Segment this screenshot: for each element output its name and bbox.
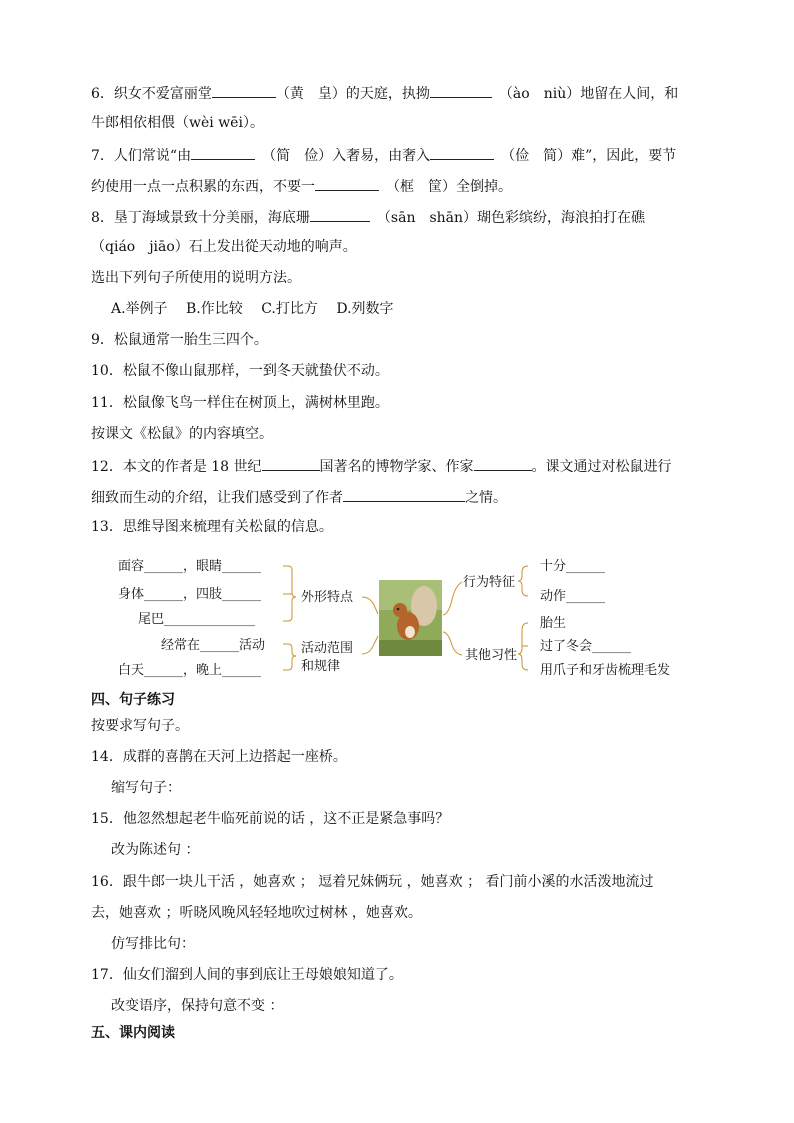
- q6-text-a: 6．织女不爱富丽堂: [91, 86, 212, 102]
- q13: 13．思维导图来梳理有关松鼠的信息。: [91, 519, 333, 535]
- mm-tail: 尾巴______________: [138, 612, 256, 627]
- q12-line1: [91, 455, 672, 477]
- mm-range-2: 和规律: [301, 659, 341, 674]
- mm-range-1: 活动范围: [301, 641, 354, 656]
- bracket-behavior: [518, 566, 528, 596]
- bracket-habits: [518, 623, 528, 670]
- connector-image-habits: [443, 632, 462, 655]
- q8-blank-1[interactable]: [310, 206, 370, 222]
- connector-activity-image: [362, 636, 378, 654]
- q14: 14．成群的喜鹊在天河上边搭起一座桥。: [91, 749, 347, 765]
- mm-habits: 其他习性: [465, 648, 518, 663]
- q6-text-c: （ào niù）地留在人间，和: [505, 86, 679, 102]
- q8-line1: [91, 206, 645, 228]
- mm-appearance: 外形特点: [301, 590, 354, 605]
- q9: 9．松鼠通常一胎生三四个。: [91, 332, 268, 348]
- q7-blank-3[interactable]: [315, 175, 379, 191]
- q17-task: 改变语序，保持句意不变 ：: [111, 998, 284, 1014]
- q6-text-d: 牛郎相依相偎（wèi wēi）。: [91, 115, 264, 131]
- q8-text-a: 8．垦丁海域景致十分美丽，海底珊: [91, 210, 310, 226]
- q12-blank-3[interactable]: [343, 486, 465, 502]
- option-a[interactable]: A.举例子: [111, 301, 168, 317]
- method-options: [111, 299, 408, 319]
- mm-very: 十分______: [540, 559, 606, 574]
- q6-line1: [91, 82, 678, 104]
- q12-text-e: 之情。: [465, 490, 507, 506]
- q7-blank-2[interactable]: [430, 144, 494, 160]
- bracket-appearance: [283, 566, 296, 621]
- mm-behavior: 行为特征: [463, 575, 516, 590]
- q12-line2: [91, 486, 507, 508]
- q7-line2: [91, 175, 512, 197]
- q12-text-c: 。课文通过对松鼠进行: [531, 459, 672, 475]
- q7-line1: [91, 144, 676, 166]
- instruction-methods: 选出下列句子所使用的说明方法。: [91, 270, 301, 286]
- option-c[interactable]: C.打比方: [261, 301, 318, 317]
- q14-task: 缩写句子：: [111, 780, 181, 796]
- q12-blank-2[interactable]: [474, 455, 532, 471]
- instruction-fill: 按课文《松鼠》的内容填空。: [91, 426, 273, 442]
- section-5-heading: 五、课内阅读: [91, 1025, 175, 1041]
- q16-line1: 16．跟牛郎一块儿干活 ，她喜欢 ； 逗着兄妹俩玩 ，她喜欢 ； 看门前小溪的水活泼地流过: [91, 874, 654, 890]
- q17: 17．仙女们溜到人间的事到底让王母娘娘知道了。: [91, 967, 403, 983]
- option-d[interactable]: D.列数字: [336, 301, 394, 317]
- mm-daynight: 白天______，晚上______: [118, 663, 262, 678]
- squirrel-image: [379, 580, 442, 656]
- q7-text-b: （简 俭）入奢易，由奢入: [269, 148, 431, 164]
- mm-groom: 用爪子和牙齿梳理毛发: [540, 663, 671, 678]
- bracket-activity: [283, 644, 296, 670]
- q7-text-d: 约使用一点一点积累的东西，不要一: [91, 179, 315, 195]
- mm-body: 身体______，四肢______: [118, 587, 262, 602]
- mm-winter: 过了冬会______: [540, 639, 632, 654]
- q12-text-b: 国著名的博物学家、作家: [319, 459, 474, 475]
- q8-line2: [91, 237, 357, 257]
- q6-line2: [91, 113, 264, 133]
- q7-text-c: （俭 简）难”，因此，要节: [508, 148, 677, 164]
- q16-line2: 去，她喜欢 ；听晓风晚风轻轻地吹过树林 ，她喜欢。: [91, 905, 422, 921]
- option-b[interactable]: B.作比较: [186, 301, 243, 317]
- mm-birth: 胎生: [540, 616, 567, 631]
- q15: 15．他忽然想起老牛临死前说的话 ，这不正是紧急事吗？: [91, 811, 450, 827]
- mm-often: 经常在______活动: [161, 638, 266, 653]
- squirrel-tail: [411, 586, 437, 626]
- connector-appearance-image: [362, 597, 378, 614]
- q8-text-b: （sān shān）瑚色彩缤纷，海浪拍打在礁: [383, 210, 646, 226]
- q11: 11．松鼠像飞鸟一样住在树顶上，满树林里跑。: [91, 395, 389, 411]
- instruction-sentences: 按要求写句子。: [91, 718, 189, 734]
- mm-action: 动作______: [540, 589, 606, 604]
- q12-text-a: 12．本文的作者是 18 世纪: [91, 459, 262, 475]
- q6-text-b: （黄 皇）的天庭，执拗: [275, 86, 430, 102]
- mm-face: 面容______，眼睛______: [118, 559, 262, 574]
- q6-blank-1[interactable]: [212, 82, 276, 98]
- q12-text-d: 细致而生动的介绍，让我们感受到了作者: [91, 490, 343, 506]
- q8-text-c: （qiáo jiāo）石上发出從天动地的响声。: [91, 239, 357, 255]
- squirrel-body: [397, 612, 419, 640]
- q16-task: 仿写排比句：: [111, 936, 195, 952]
- q15-task: 改为陈述句 ：: [111, 842, 200, 858]
- q12-blank-1[interactable]: [262, 455, 320, 471]
- squirrel-head: [393, 603, 407, 617]
- section-4-heading: 四、句子练习: [91, 692, 175, 708]
- q7-text-a: 7．人们常说“由: [91, 148, 192, 164]
- q6-blank-2[interactable]: [430, 82, 492, 98]
- q7-text-e: （框 筐）全倒掉。: [393, 179, 512, 195]
- connector-image-behavior: [443, 582, 462, 615]
- q10: 10．松鼠不像山鼠那样，一到冬天就蛰伏不动。: [91, 363, 389, 379]
- q7-blank-1[interactable]: [191, 144, 255, 160]
